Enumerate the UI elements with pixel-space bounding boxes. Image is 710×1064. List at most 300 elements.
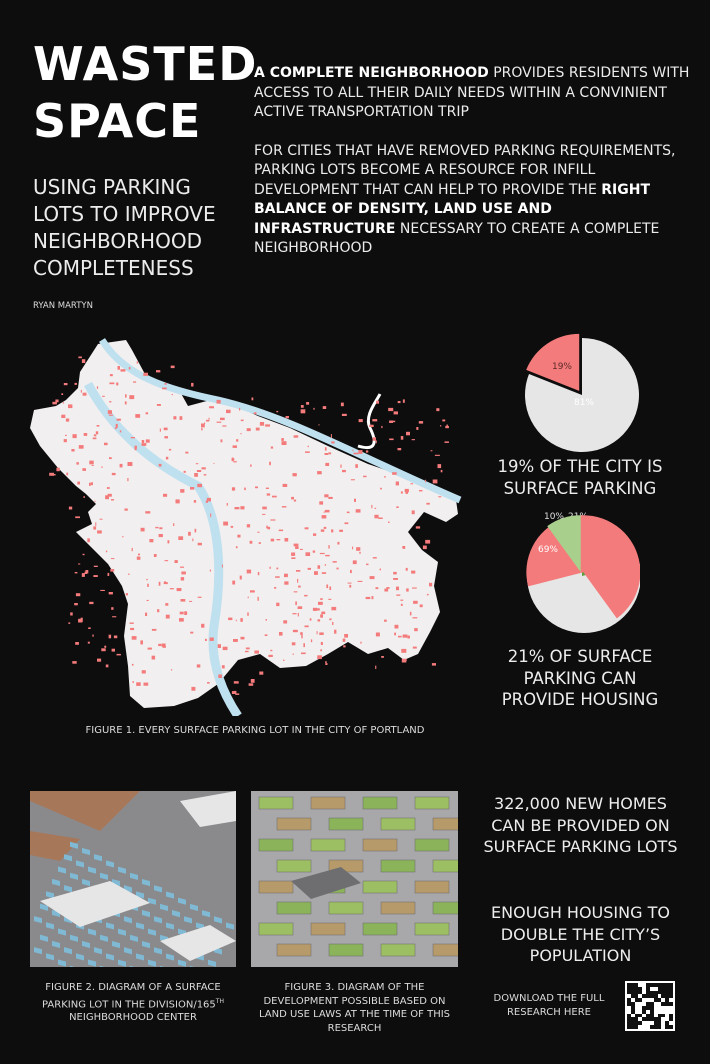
parking-lot (413, 601, 418, 604)
parking-lot (125, 394, 127, 397)
parking-lot (178, 536, 183, 540)
parking-lot (305, 626, 309, 628)
parking-lot (164, 582, 168, 584)
parking-lot (93, 438, 97, 440)
parking-lot (420, 605, 423, 608)
parking-lot (177, 588, 182, 591)
parking-lot (281, 438, 284, 441)
stat-double-population: ENOUGH HOUSING TO DOUBLE THE CITY’S POPULATION (491, 903, 670, 965)
parking-lot (205, 639, 207, 641)
parking-lot (250, 541, 253, 544)
parking-lot (181, 572, 186, 575)
qr-code[interactable] (625, 981, 675, 1031)
parking-lot (265, 424, 270, 426)
parking-lot (323, 406, 327, 409)
parking-lot (117, 419, 121, 421)
parking-lot (414, 628, 418, 631)
parking-lot (135, 446, 137, 449)
parking-lot (284, 574, 288, 577)
parking-lot (301, 409, 306, 413)
building-block (415, 797, 449, 809)
parking-lot (56, 468, 59, 472)
parking-lot (331, 607, 336, 610)
pie1-slices (525, 334, 639, 452)
parking-lot (217, 422, 222, 423)
parking-lot (61, 393, 63, 395)
parking-lot (121, 369, 126, 371)
building-block (381, 902, 415, 914)
parking-lot (301, 653, 306, 655)
parking-lot (64, 383, 68, 385)
parking-lot (321, 529, 325, 531)
parking-lot (180, 489, 184, 493)
parking-lot (342, 414, 347, 416)
parking-lot (394, 633, 396, 636)
building-block (433, 860, 458, 872)
parking-lot (171, 366, 175, 369)
parking-lot (325, 510, 330, 513)
parking-lot (412, 439, 415, 440)
parking-lot (355, 464, 358, 468)
parking-lot (231, 526, 233, 528)
parking-lot (116, 424, 118, 428)
parking-lot (283, 620, 287, 623)
parking-lot (406, 491, 409, 494)
parking-lot (241, 637, 245, 640)
building-block (277, 944, 311, 956)
parking-lot (429, 583, 432, 587)
download-label: DOWNLOAD THE FULL RESEARCH HERE (493, 993, 605, 1018)
parking-lot (344, 634, 348, 638)
parking-lot (97, 425, 100, 427)
parking-lot (393, 572, 397, 575)
parking-lot (204, 474, 207, 475)
parking-lot (49, 473, 54, 476)
parking-lot (413, 617, 418, 618)
parking-lot (319, 501, 323, 504)
parking-lot (170, 588, 174, 589)
parking-lot (304, 595, 307, 597)
parking-lot (254, 412, 257, 414)
parking-lot (73, 434, 77, 438)
parking-lot (345, 522, 349, 524)
parking-lot (197, 484, 202, 487)
parking-lot (265, 634, 268, 636)
parking-lot (232, 459, 235, 461)
parking-lot (194, 473, 198, 477)
parking-lot (190, 487, 194, 490)
parking-lot (206, 501, 208, 503)
parking-lot (81, 618, 83, 622)
poster-title (33, 36, 258, 150)
parking-lot (135, 414, 140, 418)
parking-lot (162, 388, 167, 390)
parking-lot (389, 421, 393, 424)
portland-parking-map (28, 336, 468, 716)
parking-lot (152, 656, 156, 660)
parking-lot (105, 495, 109, 499)
parking-lot (209, 406, 214, 408)
parking-lot (165, 560, 169, 561)
parking-lot (403, 399, 405, 402)
parking-lot (257, 532, 259, 533)
parking-lot (376, 401, 379, 404)
parking-lot (197, 664, 201, 667)
parking-lot (321, 612, 325, 615)
parking-lot (223, 647, 228, 650)
parking-lot (381, 656, 384, 658)
parking-lot (130, 628, 134, 630)
parking-lot (293, 630, 298, 632)
parking-lot (188, 532, 191, 536)
parking-lot (147, 584, 149, 587)
parking-lot (233, 639, 238, 642)
parking-lot (201, 424, 205, 428)
parking-lot (147, 600, 149, 601)
parking-lot (127, 478, 128, 481)
building-block (277, 818, 311, 830)
parking-lot (189, 601, 192, 602)
figure-2-diagram (30, 791, 236, 967)
parking-lot (72, 661, 76, 664)
parking-lot (401, 649, 406, 653)
pie-slice-label: 69% (537, 545, 559, 555)
parking-lot (241, 420, 244, 422)
parking-lot (180, 416, 183, 420)
parking-lot (325, 447, 327, 450)
parking-lot (279, 632, 283, 636)
parking-lot (110, 569, 114, 572)
parking-lot (120, 464, 123, 468)
parking-lot (404, 659, 406, 661)
parking-lot (419, 421, 423, 424)
parking-lot (148, 648, 152, 650)
parking-lot (68, 404, 72, 408)
parking-lot (93, 575, 97, 577)
parking-lot (350, 570, 352, 573)
parking-lot (94, 501, 95, 502)
parking-lot (235, 507, 240, 509)
building-block (311, 797, 345, 809)
parking-lot (240, 433, 241, 434)
parking-lot (374, 515, 378, 519)
parking-lot (218, 644, 221, 648)
parking-lot (133, 681, 134, 683)
title-line-2: SPACE (33, 94, 202, 148)
building-block (363, 797, 397, 809)
parking-lot (142, 670, 146, 673)
parking-lot (343, 645, 345, 647)
building-block (259, 839, 293, 851)
parking-lot (89, 461, 93, 465)
parking-lot (440, 425, 441, 427)
parking-lot (173, 416, 176, 419)
parking-lot (97, 386, 98, 389)
parking-lot (427, 594, 429, 595)
parking-lot (388, 522, 389, 524)
parking-lot (343, 639, 346, 642)
parking-lot (91, 482, 93, 485)
parking-lot (255, 487, 258, 489)
parking-lot (294, 500, 296, 502)
parking-lot (398, 448, 402, 450)
parking-lot (282, 506, 287, 507)
parking-lot (256, 428, 260, 431)
pie-slice-label: 19% (551, 362, 573, 372)
parking-lot (277, 539, 281, 540)
parking-lot (237, 535, 240, 538)
parking-lot (396, 482, 399, 486)
parking-lot (146, 439, 150, 442)
parking-lot (157, 404, 161, 406)
parking-lot (93, 526, 96, 529)
parking-lot (337, 568, 339, 570)
parking-lot (360, 642, 361, 644)
parking-lot (412, 510, 415, 514)
parking-lot (425, 480, 426, 483)
pie-chart-parking-housing (520, 506, 640, 636)
parking-lot (258, 597, 259, 601)
parking-lot (165, 603, 168, 606)
parking-lot (125, 509, 128, 511)
parking-lot (198, 543, 202, 546)
parking-lot (197, 470, 201, 472)
parking-lot (247, 428, 251, 431)
poster-subtitle: USING PARKING LOTS TO IMPROVE NEIGHBORHOOD COMPLETENESS (33, 175, 216, 280)
parking-lot (75, 642, 79, 645)
parking-lot (266, 488, 269, 489)
parking-lot (157, 609, 159, 612)
parking-lot (206, 420, 209, 422)
parking-lot (433, 480, 438, 484)
parking-lot (313, 533, 316, 536)
stat-new-homes: 322,000 NEW HOMES CAN BE PROVIDED ON SURFACE PARKING LOTS (483, 794, 678, 856)
parking-lot (97, 659, 101, 662)
parking-lot (311, 639, 312, 642)
parking-lot (96, 431, 98, 434)
parking-lot (406, 568, 408, 571)
parking-lot (292, 642, 296, 645)
title-line-1: WASTED (33, 37, 258, 91)
parking-lot (100, 519, 103, 520)
parking-lot (441, 470, 443, 472)
parking-lot (233, 445, 237, 448)
parking-lot (159, 527, 162, 529)
intro-p2-end: NECESSARY TO CREATE A COMPLETE NEIGHBORHOOD (254, 220, 660, 256)
parking-lot (218, 675, 222, 679)
parking-lot (411, 483, 414, 484)
parking-lot (63, 402, 64, 403)
parking-lot (142, 443, 147, 446)
parking-lot (366, 597, 371, 599)
parking-lot (235, 693, 239, 695)
parking-lot (381, 426, 382, 428)
parking-lot (291, 557, 295, 559)
parking-lot (294, 544, 299, 547)
parking-lot (396, 587, 399, 591)
building-block (381, 860, 415, 872)
parking-lot (331, 529, 333, 532)
parking-lot (416, 526, 420, 528)
parking-lot (291, 497, 294, 500)
parking-lot (411, 571, 415, 574)
parking-lot (259, 542, 261, 544)
parking-lot (109, 592, 113, 594)
parking-lot (126, 593, 128, 595)
parking-lot (252, 398, 254, 401)
parking-lot (372, 419, 377, 421)
parking-lot (64, 439, 67, 442)
parking-lot (313, 608, 317, 611)
parking-lot (180, 612, 184, 615)
building-block (381, 944, 415, 956)
pie1-caption: 19% OF THE CITY IS SURFACE PARKING (497, 457, 663, 498)
parking-lot (201, 428, 202, 430)
parking-lot (392, 472, 397, 475)
parking-lot (332, 622, 333, 625)
parking-lot (366, 564, 368, 566)
parking-lot (401, 604, 403, 606)
parking-lot (221, 439, 223, 442)
parking-lot (403, 635, 408, 638)
parking-lot (432, 663, 436, 666)
parking-lot (156, 370, 160, 372)
parking-lot (320, 598, 323, 600)
parking-lot (328, 599, 331, 600)
parking-lot (106, 551, 107, 553)
figure-1-caption: FIGURE 1. EVERY SURFACE PARKING LOT IN THE CITY OF PORTLAND (85, 725, 425, 736)
parking-lot (347, 512, 350, 513)
parking-lot (166, 615, 170, 619)
parking-lot (232, 487, 235, 490)
parking-lot (173, 523, 174, 526)
parking-lot (250, 590, 255, 592)
parking-lot (115, 428, 117, 430)
parking-lot (81, 390, 82, 393)
parking-lot (284, 581, 288, 584)
parking-lot (210, 638, 214, 641)
parking-lot (109, 635, 112, 639)
parking-lot (244, 488, 246, 491)
parking-lot (181, 599, 186, 602)
parking-lot (227, 503, 228, 506)
parking-lot (75, 383, 77, 385)
parking-lot (298, 606, 303, 609)
parking-lot (133, 381, 136, 382)
map-svg (28, 336, 468, 716)
parking-lot (320, 649, 322, 651)
parking-lot (184, 471, 186, 473)
parking-lot (94, 434, 97, 436)
parking-lot (248, 597, 249, 599)
parking-lot (68, 622, 70, 624)
parking-lot (376, 587, 379, 589)
parking-lot (94, 566, 98, 567)
parking-lot (102, 396, 105, 397)
parking-lot (359, 419, 363, 422)
fig2-caption-end: NEIGHBORHOOD CENTER (69, 1012, 197, 1024)
parking-lot (88, 642, 90, 644)
parking-lot (88, 627, 91, 629)
parking-lot (191, 687, 195, 691)
building-block (329, 902, 363, 914)
parking-lot (325, 463, 329, 466)
building-block (277, 860, 311, 872)
parking-lot (132, 664, 134, 666)
parking-lot (176, 499, 180, 503)
building-block (259, 923, 293, 935)
parking-lot (389, 439, 393, 441)
parking-lot (322, 515, 327, 518)
parking-lot (109, 415, 113, 416)
parking-lot (138, 554, 140, 556)
building-block (363, 923, 397, 935)
figure-3-caption: FIGURE 3. DIAGRAM OF THE DEVELOPMENT POSSIBLE BASED ON LAND USE LAWS AT THE TIME OF THIS RESEARCH (258, 982, 451, 1034)
parking-lot (413, 647, 417, 649)
parking-lot (129, 367, 131, 370)
parking-lot (358, 450, 362, 454)
parking-lot (286, 416, 290, 418)
parking-lot (71, 449, 74, 452)
parking-lot (270, 567, 271, 569)
parking-lot (366, 450, 368, 452)
parking-lot (247, 524, 250, 527)
parking-lot (272, 496, 277, 498)
parking-lot (369, 425, 374, 427)
parking-lot (373, 437, 377, 441)
parking-lot (267, 493, 270, 495)
intro-text (254, 64, 694, 278)
parking-lot (142, 440, 145, 443)
parking-lot (328, 497, 332, 499)
parking-lot (78, 564, 80, 565)
parking-lot (325, 661, 327, 663)
parking-lot (166, 457, 168, 460)
parking-lot (393, 578, 398, 580)
parking-lot (194, 500, 196, 503)
parking-lot (384, 620, 387, 622)
parking-lot (376, 440, 377, 443)
parking-lot (202, 467, 206, 469)
parking-lot (128, 462, 133, 466)
parking-lot (191, 383, 193, 387)
parking-lot (329, 587, 331, 591)
parking-lot (236, 620, 237, 622)
parking-lot (154, 554, 157, 557)
parking-lot (66, 419, 69, 422)
parking-lot (438, 464, 442, 468)
parking-lot (373, 557, 377, 558)
parking-lot (181, 577, 184, 580)
parking-lot (306, 402, 309, 405)
parking-lot (333, 561, 337, 563)
parking-lot (158, 644, 161, 646)
parking-lot (353, 450, 354, 452)
parking-lot (262, 514, 265, 515)
parking-lot (76, 593, 80, 596)
parking-lot (184, 611, 187, 615)
parking-lot (236, 546, 238, 548)
parking-lot (109, 383, 114, 385)
figure-2-caption (30, 981, 236, 1025)
parking-lot (398, 401, 401, 403)
building-block (415, 923, 449, 935)
parking-lot (267, 527, 270, 530)
parking-lot (380, 488, 382, 490)
parking-lot (192, 539, 193, 542)
parking-lot (410, 612, 412, 616)
parking-lot (54, 474, 56, 475)
